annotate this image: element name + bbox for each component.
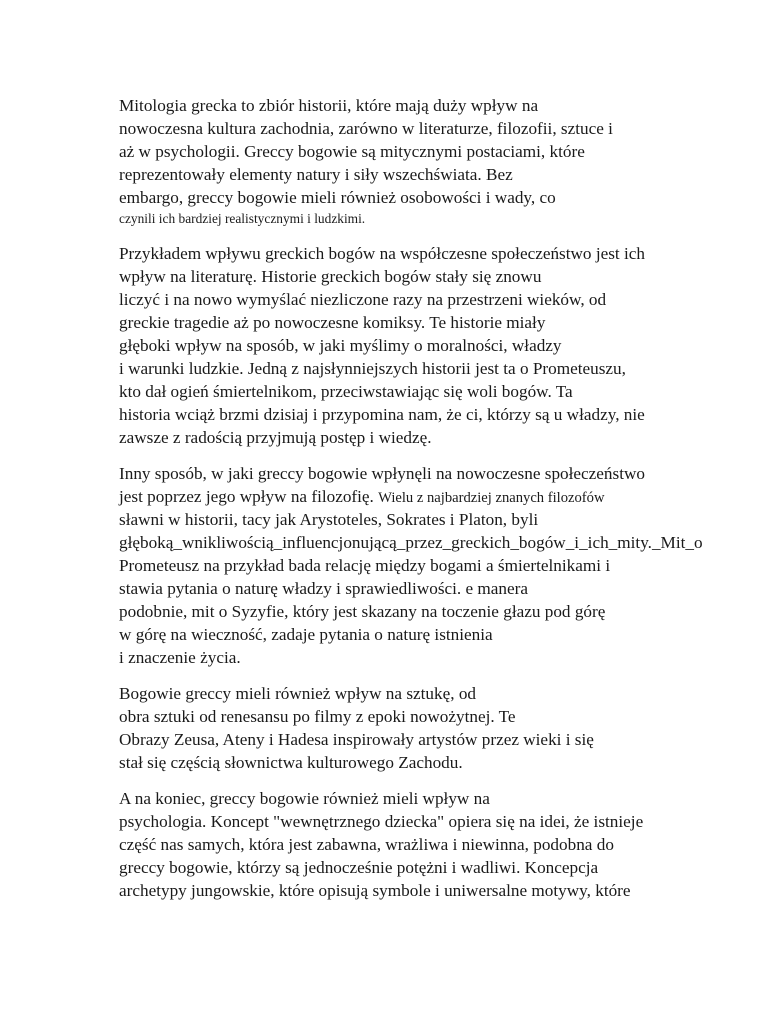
text-line: liczyć i na nowo wymyślać niezliczone razy na przestrzeni wieków, od — [119, 290, 607, 309]
text-line: embargo, greccy bogowie mieli również osobowości i wady, co — [119, 188, 556, 207]
text-line: obra sztuki od renesansu po filmy z epoki nowożytnej. Te — [119, 707, 516, 726]
text-line: sławni w historii, tacy jak Arystoteles, Sokrates i Platon, byli — [119, 510, 539, 529]
text-line: Inny sposób, w jaki greccy bogowie wpłynęli na nowoczesne społeczeństwo — [119, 464, 645, 483]
paragraph-3 — [119, 462, 759, 669]
text-line: aż w psychologii. Greccy bogowie są mitycznymi postaciami, które — [119, 142, 585, 161]
text-line: część nas samych, która jest zabawna, wrażliwa i niewinna, podobna do — [119, 835, 614, 854]
text-line: i znaczenie życia. — [119, 648, 241, 667]
text-line: kto dał ogień śmiertelnikom, przeciwstawiając się woli bogów. Ta — [119, 382, 573, 401]
text-line: Prometeusz na przykład bada relację między bogami a śmiertelnikami i — [119, 556, 611, 575]
text-line: wpływ na literaturę. Historie greckich bogów stały się znowu — [119, 267, 542, 286]
text-line: zawsze z radością przyjmują postęp i wiedzę. — [119, 428, 432, 447]
text-line: w górę na wieczność, zadaje pytania o naturę istnienia — [119, 625, 493, 644]
text-line: psychologia. Koncept "wewnętrznego dziecka" opiera się na idei, że istnieje — [119, 812, 644, 831]
text-line: greckie tragedie aż po nowoczesne komiksy. Te historie miały — [119, 313, 546, 332]
text-line: A na koniec, greccy bogowie również mieli wpływ na — [119, 789, 490, 808]
text-line: greccy bogowie, którzy są jednocześnie potężni i wadliwi. Koncepcja — [119, 858, 599, 877]
text-line: reprezentowały elementy natury i siły wszechświata. Bez — [119, 165, 513, 184]
text-line: nowoczesna kultura zachodnia, zarówno w literaturze, filozofii, sztuce i — [119, 119, 613, 138]
paragraph-1 — [119, 94, 759, 229]
text-line: archetypy jungowskie, które opisują symbole i uniwersalne motywy, które — [119, 881, 631, 900]
text-line — [119, 485, 759, 508]
text-line: Przykładem wpływu greckich bogów na współczesne społeczeństwo jest ich — [119, 244, 645, 263]
text-line: stał się częścią słownictwa kulturowego Zachodu. — [119, 753, 463, 772]
text-line: stawia pytania o naturę władzy i sprawiedliwości. e manera — [119, 579, 529, 598]
text-fragment-small: Wielu z najbardziej znanych filozofów — [378, 490, 605, 506]
paragraph-2 — [119, 242, 759, 449]
text-line: Bogowie greccy mieli również wpływ na sztukę, od — [119, 684, 477, 703]
text-line: głęboki wpływ na sposób, w jaki myślimy o moralności, władzy — [119, 336, 562, 355]
text-line: Obrazy Zeusa, Ateny i Hadesa inspirowały artystów przez wieki i się — [119, 730, 594, 749]
paragraph-5 — [119, 787, 759, 902]
paragraph-4 — [119, 682, 759, 774]
document-page — [119, 94, 759, 915]
text-line: Mitologia grecka to zbiór historii, które mają duży wpływ na — [119, 96, 539, 115]
text-line: czynili ich bardziej realistycznymi i ludzkimi. — [119, 211, 366, 226]
text-line: podobnie, mit o Syzyfie, który jest skazany na toczenie głazu pod górę — [119, 602, 606, 621]
text-line: głęboką_wnikliwością_influencjonującą_przez_greckich_bogów_i_ich_mity._Mit_o — [119, 533, 703, 552]
text-fragment: jest poprzez jego wpływ na filozofię. — [119, 487, 374, 506]
text-line: i warunki ludzkie. Jedną z najsłynniejszych historii jest ta o Prometeuszu, — [119, 359, 626, 378]
text-line: historia wciąż brzmi dzisiaj i przypomina nam, że ci, którzy są u władzy, nie — [119, 405, 645, 424]
